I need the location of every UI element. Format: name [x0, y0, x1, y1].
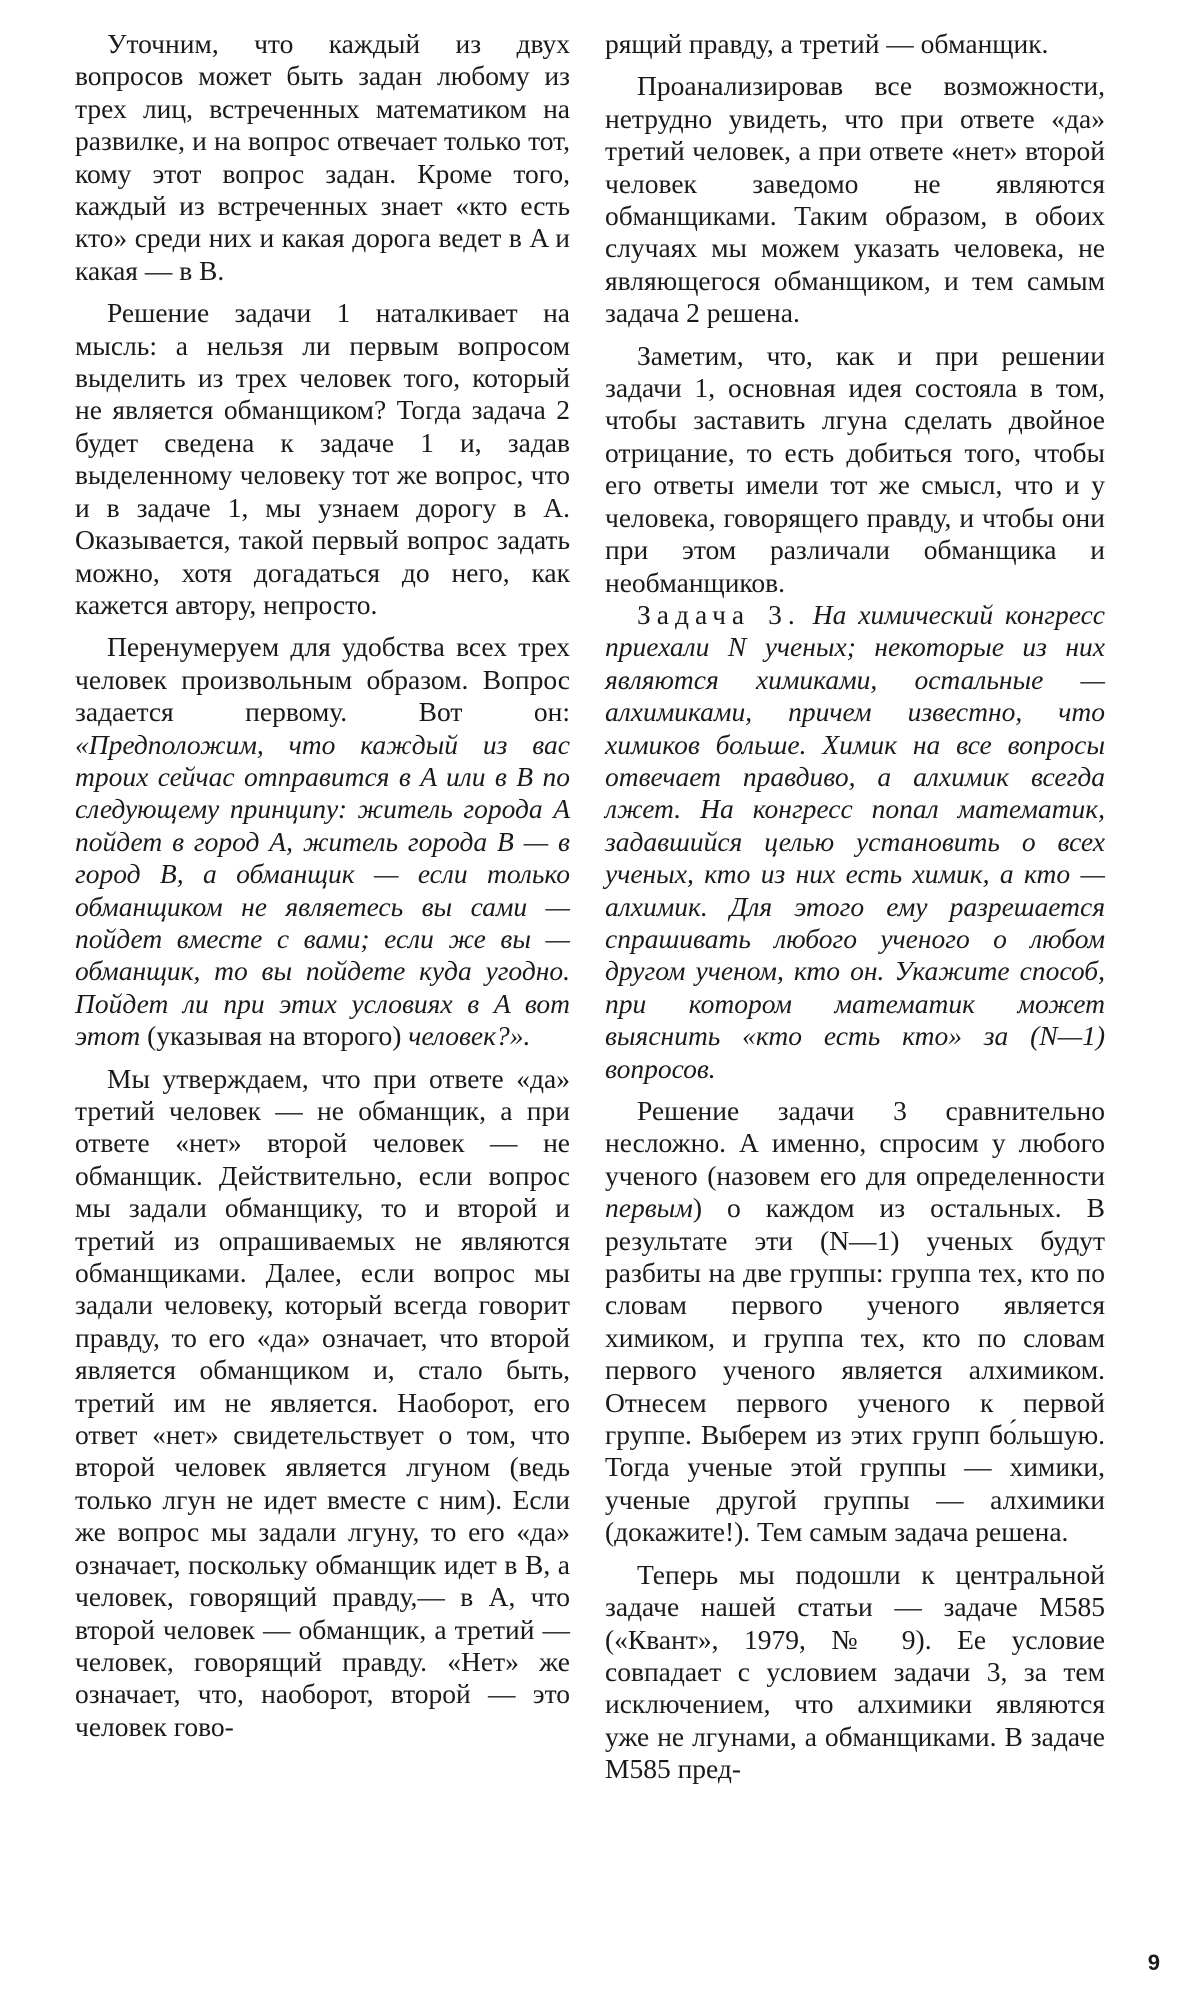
- paragraph: Уточним, что каждый из двух вопросов может быть задан любому из трех лиц, встреченных математиком на развилке, и на вопрос отвечает только тот, кому этот вопрос задан. Кроме того, каждый из встреченных знает «кто есть кто» среди них и какая дорога ведет в A и какая — в B.: [75, 28, 570, 286]
- right-column: [605, 28, 1105, 1786]
- task-label: Задача 3.: [637, 598, 801, 630]
- quoted-question: «Предположим, что каждый из вас троих сейчас отправится в A или в B по следующему принципу: житель города A пойдет в город A, житель города B — в город B, а обманщик — если только обманщиком не являетесь вы сами — пойдет вместе с вами; если же вы — обманщик, то вы пойдете куда угодно. Пойдет ли при этих условиях в A вот этот: [75, 728, 570, 1052]
- paragraph-text: ) о каждом из остальных. В результате эти (N—1) ученых будут разбиты на две группы: группа тех, кто по словам первого ученого является химиком, и группа тех, кто по словам первого ученого является алхимиком. Отнесем первого ученого к первой группе. Выберем из этих групп бо́льшую. Тогда ученые этой группы — химики, ученые другой группы — алхимики (докажите!). Тем самым задача решена.: [605, 1192, 1105, 1548]
- paragraph: [605, 1095, 1105, 1549]
- paragraph: Проанализировав все возможности, нетрудно увидеть, что при ответе «да» третий человек, а при ответе «нет» второй человек заведомо не являются обманщиками. Таким образом, в обоих случаях мы можем указать человека, не являющегося обманщиком, и тем самым задача 2 решена.: [605, 70, 1105, 329]
- left-column: [75, 28, 570, 1743]
- paragraph-text: Перенумеруем для удобства всех трех человек произвольным образом. Вопрос задается первому. Вот он:: [75, 631, 570, 728]
- emphasis: первым: [605, 1192, 693, 1224]
- paragraph: [75, 631, 570, 1052]
- page-number: 9: [1147, 1950, 1160, 1975]
- parenthetical: (указывая на второго): [147, 1020, 402, 1052]
- paragraph: Заметим, что, как и при решении задачи 1, основная идея состояла в том, чтобы заставить лгуна сделать двойное отрицание, то есть добиться того, чтобы его ответы имели тот же смысл, что и у человека, говорящего правду, и чтобы они при этом различали обманщика и необманщиков.: [605, 339, 1105, 598]
- task-3: [605, 599, 1105, 1085]
- quoted-question-end: человек?».: [408, 1020, 531, 1052]
- task-statement: На химический конгресс приехали N ученых; некоторые из них являются химиками, остальные — алхимиками, причем известно, что химиков больше. Химик на все вопросы отвечает правдиво, а алхимик всегда лжет. На конгресс попал математик, задавшийся целью установить о всех ученых, кто из них есть химик, а кто — алхимик. Для этого ему разрешается спрашивать любого ученого о любом другом ученом, кто он. Укажите способ, при котором математик может выяснить «кто есть кто» за (N—1) вопросов.: [605, 598, 1105, 1084]
- paragraph: рящий правду, а третий — обманщик.: [605, 28, 1049, 59]
- paragraph: Теперь мы подошли к центральной задаче нашей статьи — задаче М585 («Квант», 1979, № 9). Ее условие совпадает с условием задачи 3, за тем исключением, что алхимики являются уже не лгунами, а обманщиками. В задаче М585 пред-: [605, 1558, 1105, 1785]
- paragraph: Решение задачи 1 наталкивает на мысль: а нельзя ли первым вопросом выделить из трех человек того, который не является обманщиком? Тогда задача 2 будет сведена к задаче 1 и, задав выделенному человеку тот же вопрос, что и в задаче 1, мы узнаем дорогу в A. Оказывается, такой первый вопрос задать можно, хотя догадаться до него, как кажется автору, непросто.: [75, 297, 570, 620]
- paragraph-text: Решение задачи 3 сравнительно несложно. А именно, спросим у любого ученого (назовем его для определенности: [605, 1095, 1105, 1191]
- paragraph: Мы утверждаем, что при ответе «да» третий человек — не обманщик, а при ответе «нет» второй человек — не обманщик. Действительно, если вопрос мы задали обманщику, то и второй и третий из опрашиваемых не являются обманщиками. Далее, если вопрос мы задали человеку, который всегда говорит правду, то его «да» означает, что второй является обманщиком и, стало быть, третий им не является. Наоборот, его ответ «нет» свидетельствует о том, что второй человек является лгуном (ведь только лгун не идет вместе с ним). Если же вопрос мы задали лгуну, то его «да» означает, поскольку обманщик идет в B, а человек, говорящий правду,— в A, что второй человек — обманщик, а третий — человек, говорящий правду. «Нет» же означает, что, наоборот, второй — это человек гово-: [75, 1062, 570, 1742]
